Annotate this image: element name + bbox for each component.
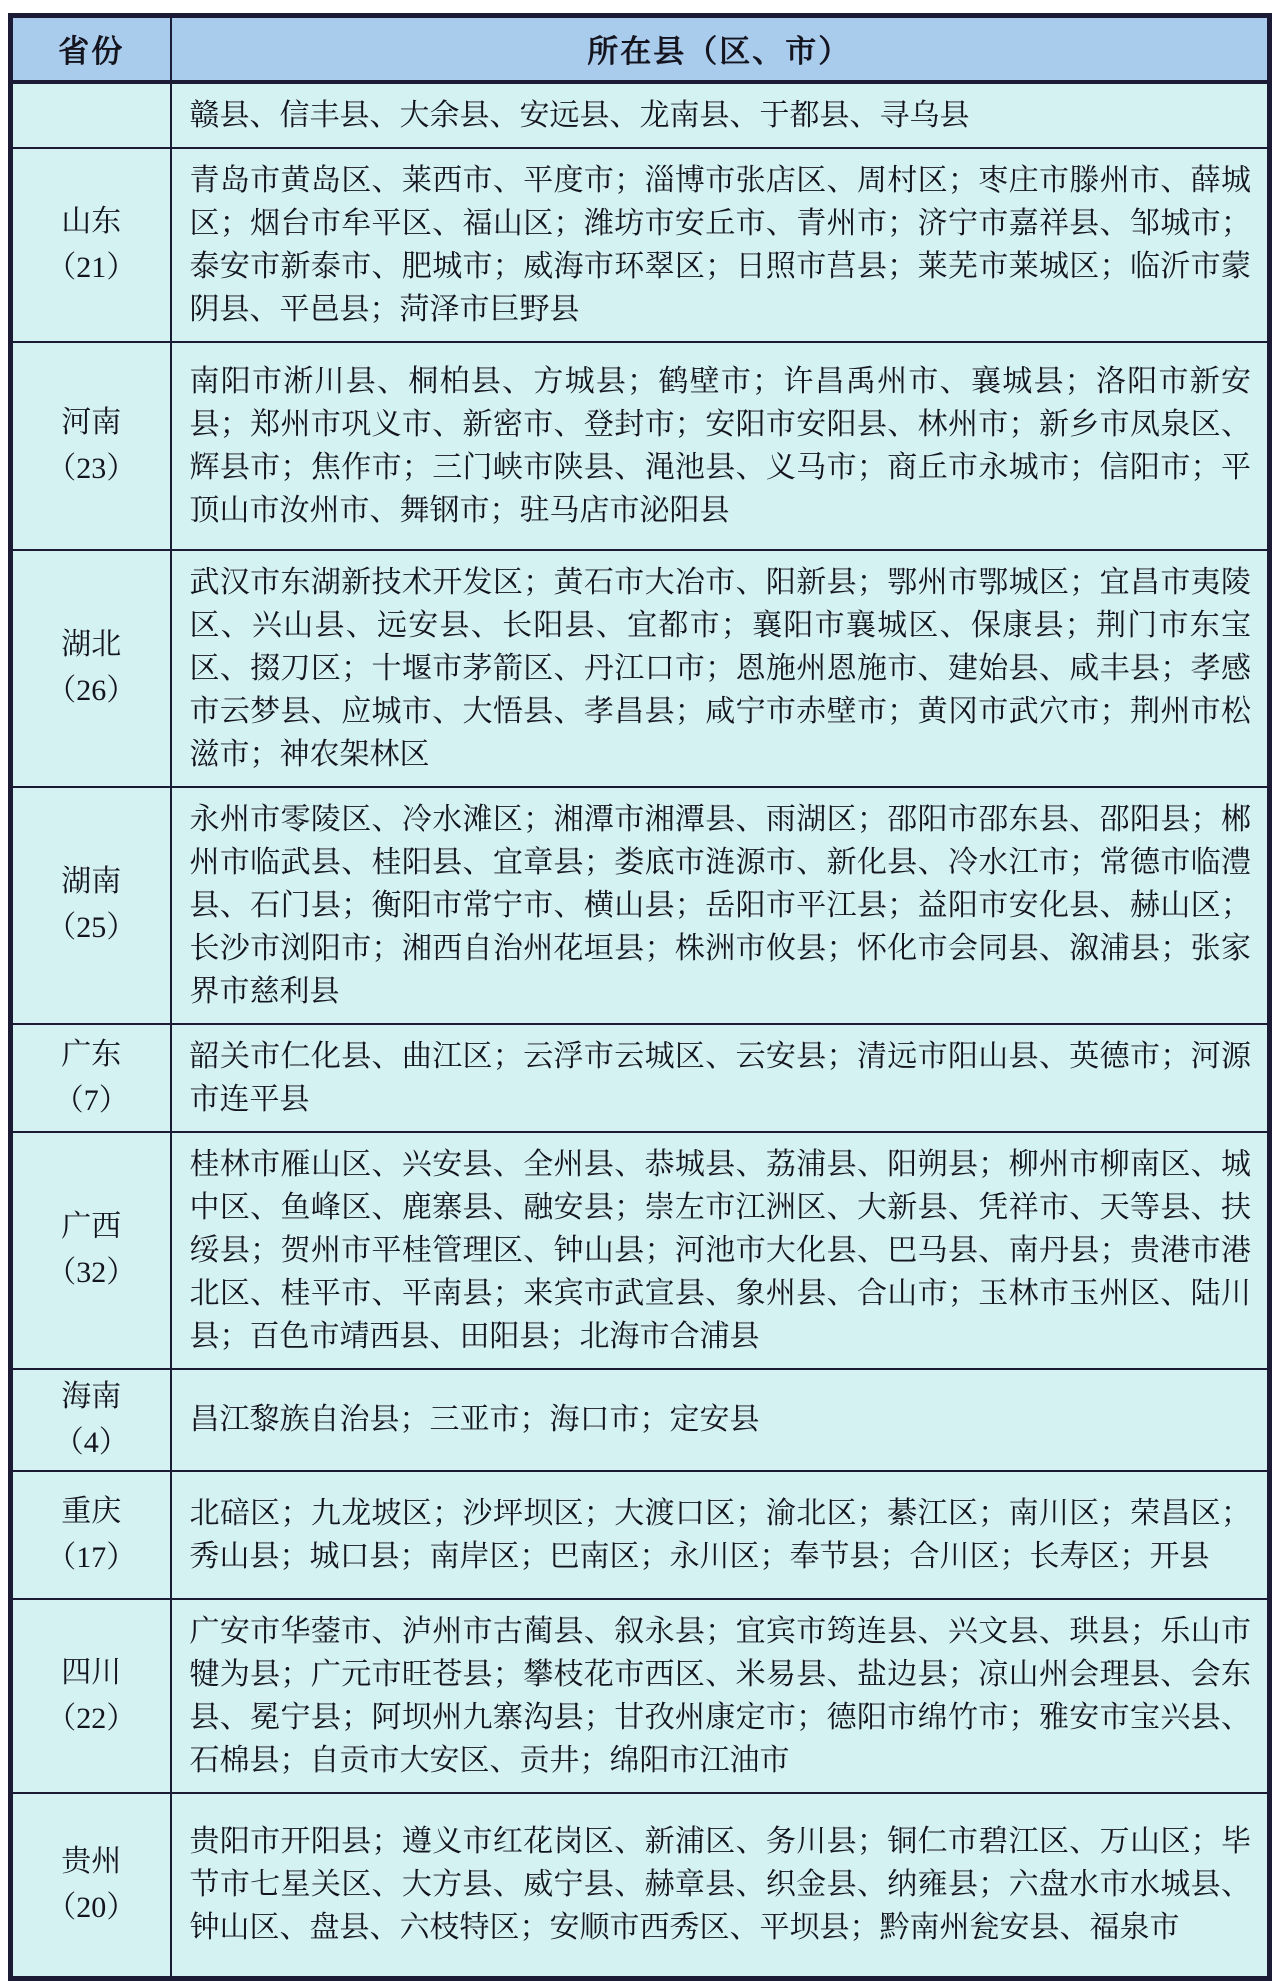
province-name: 四川 bbox=[61, 1655, 122, 1689]
province-count: （7） bbox=[53, 1083, 129, 1117]
header-province: 省份 bbox=[11, 16, 171, 82]
table-row-hainan bbox=[11, 1369, 1270, 1471]
counties-cell: 南阳市淅川县、桐柏县、方城县；鹤壁市；许昌禹州市、襄城县；洛阳市新安县；郑州市巩义市、新密市、登封市；安阳市安阳县、林州市；新乡市凤泉区、辉县市；焦作市；三门峡市陕县、渑池县、义马市；商丘市永城市；信阳市；平顶山市汝州市、舞钢市；驻马店市泌阳县 bbox=[171, 342, 1270, 550]
province-count: （23） bbox=[46, 451, 137, 485]
province-count: （32） bbox=[46, 1256, 137, 1289]
province-name: 湖南 bbox=[61, 865, 122, 898]
counties-cell: 北碚区；九龙坡区；沙坪坝区；大渡口区；渝北区；綦江区；南川区；荣昌区；秀山县；城口县；南岸区；巴南区；永川区；奉节县；合川区；长寿区；开县 bbox=[171, 1471, 1270, 1599]
counties-cell: 贵阳市开阳县；遵义市红花岗区、新浦区、务川县；铜仁市碧江区、万山区；毕节市七星关区、大方县、威宁县、赫章县、织金县、纳雍县；六盘水市水城县、钟山区、盘县、六枝特区；安顺市西秀区、平坝县；黔南州瓮安县、福泉市 bbox=[171, 1793, 1270, 1979]
table-row-hunan bbox=[11, 787, 1270, 1024]
table-row-jiangxi-partial bbox=[11, 82, 1270, 148]
province-count: （25） bbox=[46, 911, 137, 944]
province-name: 山东 bbox=[61, 204, 122, 238]
table-row-guizhou bbox=[11, 1793, 1270, 1979]
province-cell bbox=[11, 550, 171, 787]
table-header-row bbox=[11, 16, 1270, 82]
counties-cell: 武汉市东湖新技术开发区；黄石市大冶市、阳新县；鄂州市鄂城区；宜昌市夷陵区、兴山县、远安县、长阳县、宜都市；襄阳市襄城区、保康县；荆门市东宝区、掇刀区；十堰市茅箭区、丹江口市；恩施州恩施市、建始县、咸丰县；孝感市云梦县、应城市、大悟县、孝昌县；咸宁市赤壁市；黄冈市武穴市；荆州市松滋市；神农架林区 bbox=[171, 550, 1270, 787]
province-cell bbox=[11, 82, 171, 148]
province-cell bbox=[11, 148, 171, 342]
province-count: （22） bbox=[46, 1701, 137, 1735]
province-name: 广西 bbox=[61, 1210, 122, 1243]
counties-cell: 韶关市仁化县、曲江区；云浮市云城区、云安县；清远市阳山县、英德市；河源市连平县 bbox=[171, 1024, 1270, 1132]
province-cell bbox=[11, 1471, 171, 1599]
counties-cell: 青岛市黄岛区、莱西市、平度市；淄博市张店区、周村区；枣庄市滕州市、薛城区；烟台市牟平区、福山区；潍坊市安丘市、青州市；济宁市嘉祥县、邹城市；泰安市新泰市、肥城市；威海市环翠区；日照市莒县；莱芜市莱城区；临沂市蒙阴县、平邑县；菏泽市巨野县 bbox=[171, 148, 1270, 342]
province-name: 重庆 bbox=[61, 1494, 122, 1528]
province-cell bbox=[11, 1369, 171, 1471]
province-count: （26） bbox=[46, 674, 137, 707]
table-row-henan bbox=[11, 342, 1270, 550]
province-count: （4） bbox=[53, 1425, 129, 1459]
province-cell bbox=[11, 787, 171, 1024]
counties-cell: 广安市华蓥市、泸州市古蔺县、叙永县；宜宾市筠连县、兴文县、珙县；乐山市犍为县；广元市旺苍县；攀枝花市西区、米易县、盐边县；凉山州会理县、会东县、冕宁县；阿坝州九寨沟县；甘孜州康定市；德阳市绵竹市；雅安市宝兴县、石棉县；自贡市大安区、贡井；绵阳市江油市 bbox=[171, 1599, 1270, 1793]
province-name: 广东 bbox=[61, 1037, 122, 1071]
province-cell bbox=[11, 1599, 171, 1793]
province-cell bbox=[11, 342, 171, 550]
province-name: 河南 bbox=[61, 405, 122, 439]
table-row-shandong bbox=[11, 148, 1270, 342]
province-count: （20） bbox=[46, 1890, 137, 1924]
counties-cell: 昌江黎族自治县；三亚市；海口市；定安县 bbox=[171, 1369, 1270, 1471]
counties-cell: 桂林市雁山区、兴安县、全州县、恭城县、荔浦县、阳朔县；柳州市柳南区、城中区、鱼峰区、鹿寨县、融安县；崇左市江洲区、大新县、凭祥市、天等县、扶绥县；贺州市平桂管理区、钟山县；河池市大化县、巴马县、南丹县；贵港市港北区、桂平市、平南县；来宾市武宣县、象州县、合山市；玉林市玉州区、陆川县；百色市靖西县、田阳县；北海市合浦县 bbox=[171, 1132, 1270, 1369]
province-cell bbox=[11, 1793, 171, 1979]
table-row-hubei bbox=[11, 550, 1270, 787]
province-name: 湖北 bbox=[61, 628, 122, 661]
province-cell bbox=[11, 1132, 171, 1369]
province-cell bbox=[11, 1024, 171, 1132]
table-row-chongqing bbox=[11, 1471, 1270, 1599]
table-row-guangdong bbox=[11, 1024, 1270, 1132]
table-row-guangxi bbox=[11, 1132, 1270, 1369]
province-county-table bbox=[8, 13, 1272, 1981]
province-count: （17） bbox=[46, 1540, 137, 1574]
counties-cell: 赣县、信丰县、大余县、安远县、龙南县、于都县、寻乌县 bbox=[171, 82, 1270, 148]
header-counties: 所在县（区、市） bbox=[171, 16, 1270, 82]
province-count: （21） bbox=[46, 250, 137, 284]
province-name: 海南 bbox=[61, 1379, 122, 1413]
table-row-sichuan bbox=[11, 1599, 1270, 1793]
counties-cell: 永州市零陵区、冷水滩区；湘潭市湘潭县、雨湖区；邵阳市邵东县、邵阳县；郴州市临武县、桂阳县、宜章县；娄底市涟源市、新化县、冷水江市；常德市临澧县、石门县；衡阳市常宁市、横山县；岳阳市平江县；益阳市安化县、赫山区；长沙市浏阳市；湘西自治州花垣县；株洲市攸县；怀化市会同县、溆浦县；张家界市慈利县 bbox=[171, 787, 1270, 1024]
province-name: 贵州 bbox=[61, 1844, 122, 1878]
